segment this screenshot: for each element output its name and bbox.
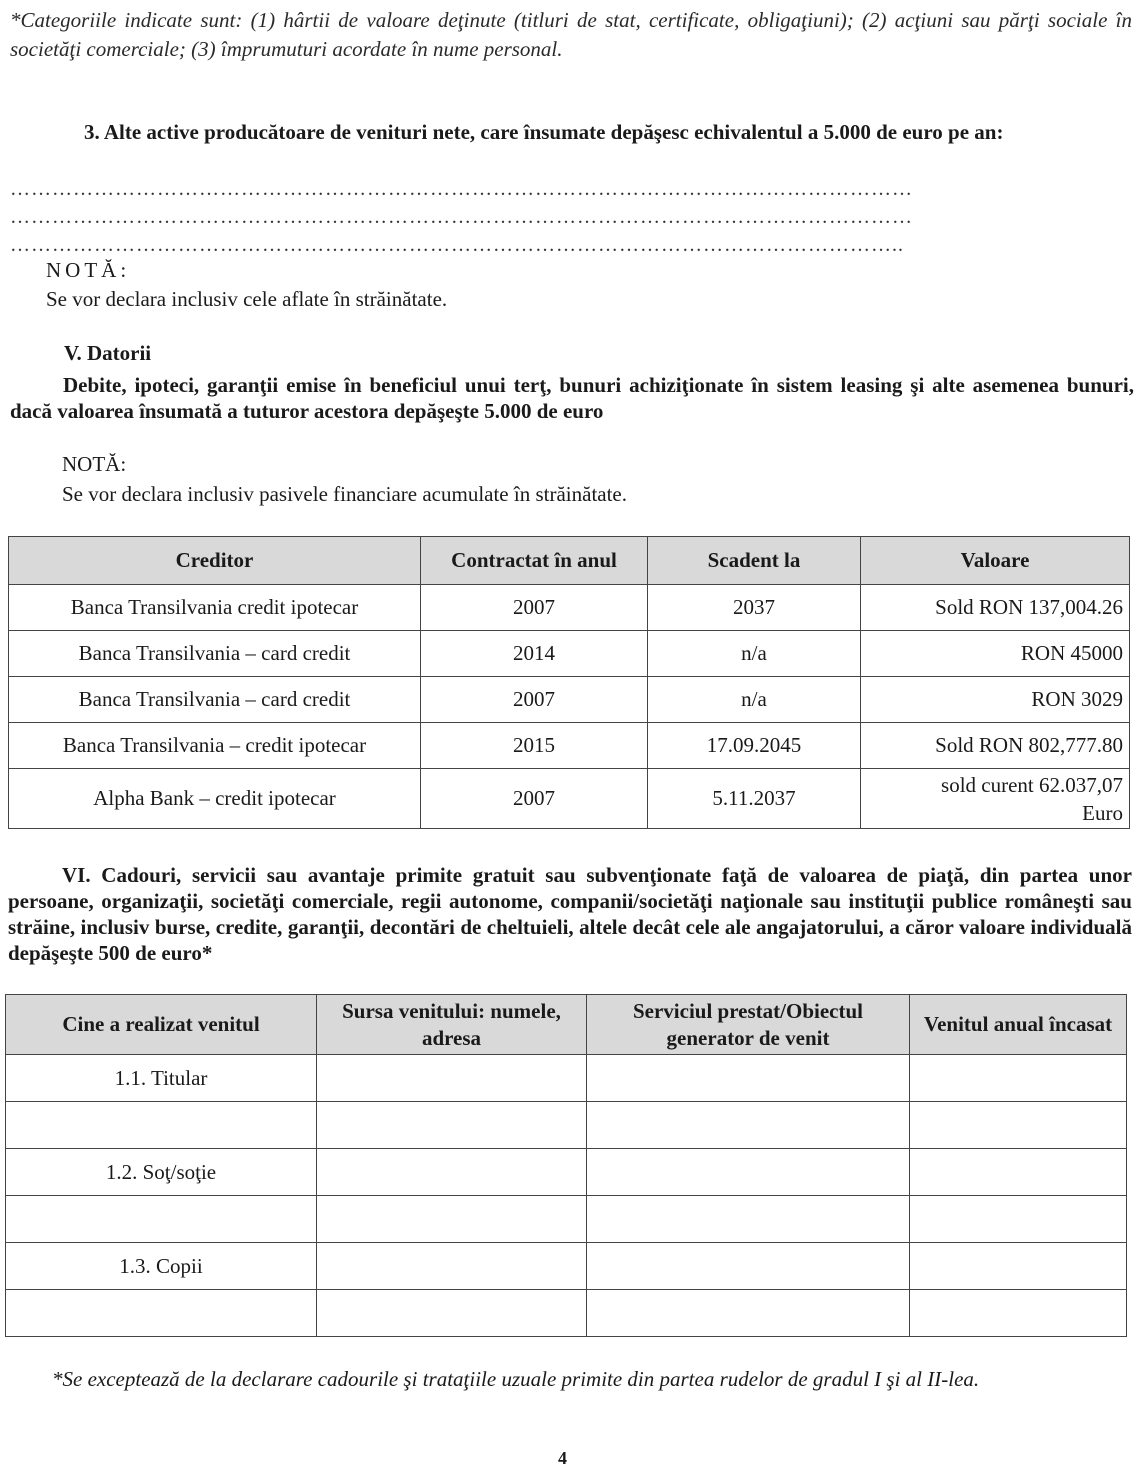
gifts-table bbox=[5, 994, 1127, 1337]
dotted-line: ………………………………………………………………………………………………………………… bbox=[10, 178, 913, 200]
column-header: Contractat în anul bbox=[421, 537, 648, 585]
earner-cell: 1.3. Copii bbox=[6, 1243, 317, 1290]
table-row bbox=[6, 1055, 1127, 1102]
table-row bbox=[9, 677, 1130, 723]
dotted-line: ……………………………………………………………………………………………………………….. bbox=[10, 234, 904, 256]
column-header: Scadent la bbox=[648, 537, 861, 585]
due-date-cell: n/a bbox=[648, 677, 861, 723]
income-cell bbox=[910, 1149, 1127, 1196]
due-date-cell: 2037 bbox=[648, 585, 861, 631]
value-cell: Sold RON 137,004.26 bbox=[861, 585, 1130, 631]
source-cell bbox=[317, 1290, 587, 1337]
income-cell bbox=[910, 1102, 1127, 1149]
earner-cell: 1.2. Soţ/soţie bbox=[6, 1149, 317, 1196]
source-cell bbox=[317, 1243, 587, 1290]
table-header-row bbox=[9, 537, 1130, 585]
service-cell bbox=[587, 1102, 910, 1149]
earner-cell bbox=[6, 1290, 317, 1337]
contract-year-cell: 2007 bbox=[421, 585, 648, 631]
creditor-cell: Banca Transilvania – card credit bbox=[9, 631, 421, 677]
service-cell bbox=[587, 1055, 910, 1102]
section-5-description: Debite, ipoteci, garanţii emise în beneficiul unui terţ, bunuri achiziţionate în sistem leasing şi alte asemenea bunuri, dacă valoarea însumată a tuturor acestora depăşeşte 5.000 de euro bbox=[10, 373, 1134, 423]
column-header: Venitul anual încasat bbox=[910, 995, 1127, 1055]
income-cell bbox=[910, 1290, 1127, 1337]
income-cell bbox=[910, 1243, 1127, 1290]
page-number: 4 bbox=[558, 1448, 567, 1468]
value-cell: Sold RON 802,777.80 bbox=[861, 723, 1130, 769]
creditor-cell: Banca Transilvania – card credit bbox=[9, 677, 421, 723]
due-date-cell: 17.09.2045 bbox=[648, 723, 861, 769]
creditor-cell: Banca Transilvania credit ipotecar bbox=[9, 585, 421, 631]
column-header: Valoare bbox=[861, 537, 1130, 585]
gifts-footnote: *Se exceptează de la declarare cadourile şi trataţiile uzuale primite din partea rudelor de gradul I şi al II-lea. bbox=[52, 1367, 980, 1391]
income-cell bbox=[910, 1055, 1127, 1102]
table-row bbox=[9, 769, 1130, 829]
column-header: Cine a realizat venitul bbox=[6, 995, 317, 1055]
source-cell bbox=[317, 1055, 587, 1102]
contract-year-cell: 2015 bbox=[421, 723, 648, 769]
note-text: Se vor declara inclusiv cele aflate în străinătate. bbox=[46, 287, 448, 311]
table-row bbox=[6, 1243, 1127, 1290]
service-cell bbox=[587, 1290, 910, 1337]
contract-year-cell: 2014 bbox=[421, 631, 648, 677]
section-3-heading: 3. Alte active producătoare de venituri nete, care însumate depăşesc echivalentul a 5.000 de euro pe an: bbox=[84, 120, 1004, 144]
column-header: Sursa venitului: numele, adresa bbox=[317, 995, 587, 1055]
table-row bbox=[6, 1149, 1127, 1196]
section-5-title: V. Datorii bbox=[64, 341, 152, 365]
due-date-cell: n/a bbox=[648, 631, 861, 677]
income-cell bbox=[910, 1196, 1127, 1243]
column-header: Creditor bbox=[9, 537, 421, 585]
service-cell bbox=[587, 1149, 910, 1196]
table-header-row bbox=[6, 995, 1127, 1055]
section-6-description: VI. Cadouri, servicii sau avantaje primite gratuit sau subvenţionate faţă de valoarea de piaţă, din partea unor persoane, organizaţii, societăţi comerciale, regii autonome, companii/societăţi naţionale sau instituţii publice româneşti sau străine, inclusiv burse, credite, garanţii, decontări de cheltuieli, altele decât cele ale angajatorului, a căror valoare individuală depăşeşte 500 de euro* bbox=[8, 863, 1132, 965]
earner-cell bbox=[6, 1196, 317, 1243]
creditor-cell: Alpha Bank – credit ipotecar bbox=[9, 769, 421, 829]
note-text: Se vor declara inclusiv pasivele financiare acumulate în străinătate. bbox=[62, 482, 628, 506]
source-cell bbox=[317, 1149, 587, 1196]
service-cell bbox=[587, 1243, 910, 1290]
value-cell: RON 45000 bbox=[861, 631, 1130, 677]
table-row bbox=[6, 1290, 1127, 1337]
table-row bbox=[9, 631, 1130, 677]
table-row bbox=[9, 723, 1130, 769]
service-cell bbox=[587, 1196, 910, 1243]
contract-year-cell: 2007 bbox=[421, 769, 648, 829]
value-cell: RON 3029 bbox=[861, 677, 1130, 723]
categories-footnote: *Categoriile indicate sunt: (1) hârtii de valoare deţinute (titluri de stat, certificate, obligaţiuni); (2) acţiuni sau părţi sociale în societăţi comerciale; (3) împrumuturi acordate în nume personal. bbox=[10, 8, 1132, 61]
debts-table bbox=[8, 536, 1130, 829]
column-header: Serviciul prestat/Obiectul generator de venit bbox=[587, 995, 910, 1055]
dotted-line: ………………………………………………………………………………………………………………… bbox=[10, 206, 913, 228]
note-label: NOTĂ: bbox=[62, 452, 127, 476]
contract-year-cell: 2007 bbox=[421, 677, 648, 723]
earner-cell: 1.1. Titular bbox=[6, 1055, 317, 1102]
source-cell bbox=[317, 1196, 587, 1243]
source-cell bbox=[317, 1102, 587, 1149]
earner-cell bbox=[6, 1102, 317, 1149]
creditor-cell: Banca Transilvania – credit ipotecar bbox=[9, 723, 421, 769]
due-date-cell: 5.11.2037 bbox=[648, 769, 861, 829]
table-row bbox=[6, 1102, 1127, 1149]
table-row bbox=[6, 1196, 1127, 1243]
note-label: NOTĂ: bbox=[46, 258, 131, 282]
value-cell: sold curent 62.037,07 Euro bbox=[861, 769, 1130, 829]
table-row bbox=[9, 585, 1130, 631]
